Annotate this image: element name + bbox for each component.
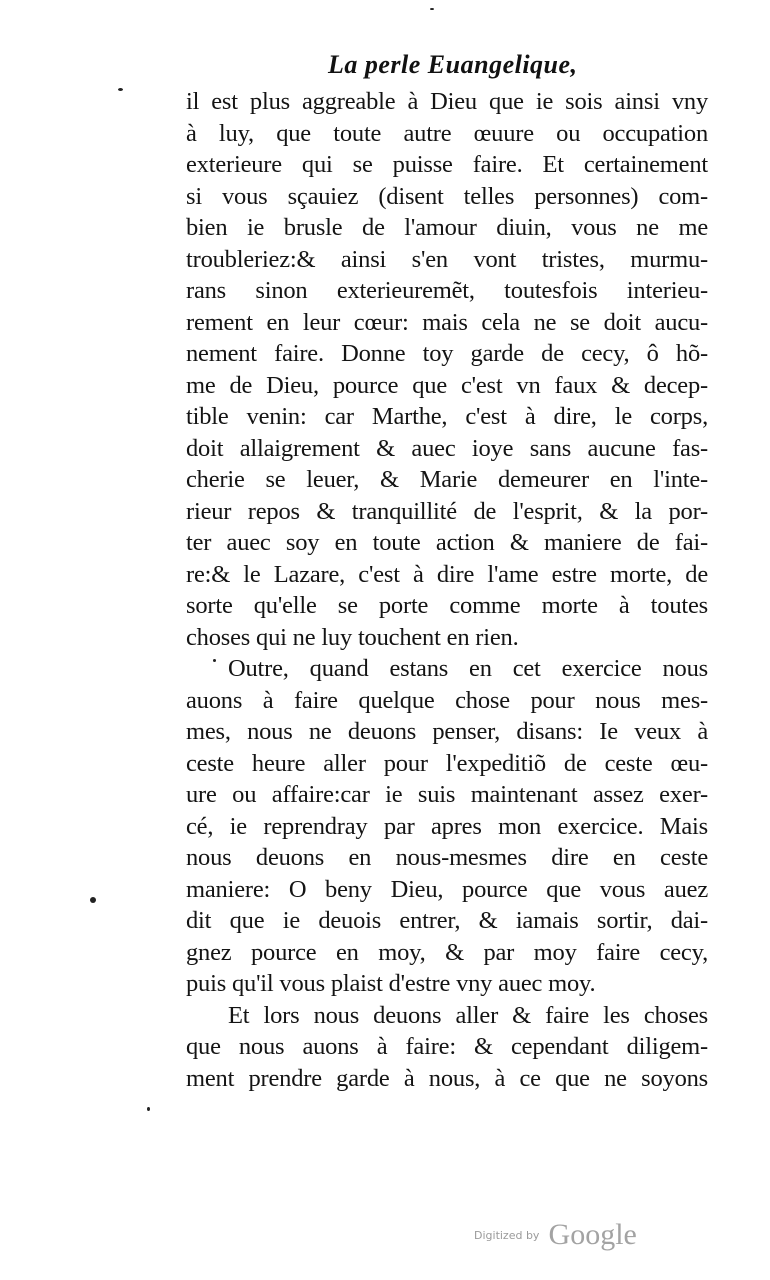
text-line: ure ou affaire:car ie suis maintenant assez exer- <box>186 781 708 808</box>
text-line: rement en leur cœur: mais cela ne se doit aucu- <box>186 308 708 336</box>
body-text <box>186 86 708 1094</box>
google-logo: Google <box>548 1218 637 1251</box>
text-line: rans sinon exterieuremẽt, toutesfois interieu- <box>186 277 708 304</box>
text-line: ment prendre garde à nous, à ce que ne soyons <box>186 1064 708 1092</box>
digitized-by-label: Digitized by <box>474 1228 540 1242</box>
text-line: exterieure qui se puisse faire. Et certainement <box>186 151 708 178</box>
scan-speck <box>90 897 96 903</box>
text-line: à luy, que toute autre œuure ou occupation <box>186 119 708 147</box>
text-line: si vous sçauiez (disent telles personnes) com- <box>186 182 708 210</box>
text-line: ceste heure aller pour l'expeditiõ de ceste œu- <box>186 749 708 777</box>
text-line: nous deuons en nous-mesmes dire en ceste <box>186 844 708 871</box>
text-line: que nous auons à faire: & cependant diligem- <box>186 1033 708 1060</box>
text-line: cé, ie reprendray par apres mon exercice. Mais <box>186 812 708 840</box>
text-line: re:& le Lazare, c'est à dire l'ame estre morte, de <box>186 560 708 588</box>
scan-speck <box>430 8 434 10</box>
text-line: rieur repos & tranquillité de l'esprit, & la por- <box>186 497 708 525</box>
text-line: sorte qu'elle se porte comme morte à toutes <box>186 592 708 619</box>
scan-speck <box>213 659 216 662</box>
scan-speck <box>118 88 123 91</box>
text-line: ter auec soy en toute action & maniere de fai- <box>186 529 708 556</box>
text-line: Et lors nous deuons aller & faire les choses <box>228 1001 708 1029</box>
text-line: troubleriez:& ainsi s'en vont tristes, murmu- <box>186 245 708 273</box>
text-line: nement faire. Donne toy garde de cecy, ô hõ- <box>186 340 708 367</box>
text-line: mes, nous ne deuons penser, disans: Ie veux à <box>186 718 708 745</box>
text-line: tible venin: car Marthe, c'est à dire, le corps, <box>186 403 708 430</box>
text-line: Outre, quand estans en cet exercice nous <box>228 655 708 682</box>
text-line: maniere: O beny Dieu, pource que vous auez <box>186 875 708 903</box>
text-line: auons à faire quelque chose pour nous mes- <box>186 686 708 714</box>
text-line: puis qu'il vous plaist d'estre vny auec moy. <box>186 970 596 997</box>
running-title: La perle Euangelique, <box>328 50 578 79</box>
text-line: bien ie brusle de l'amour diuin, vous ne me <box>186 214 708 241</box>
text-line: doit allaigrement & auec ioye sans aucune fas- <box>186 434 708 462</box>
text-line: choses qui ne luy touchent en rien. <box>186 623 519 651</box>
text-line: cherie se leuer, & Marie demeurer en l'inte- <box>186 466 708 493</box>
text-line: gnez pource en moy, & par moy faire cecy, <box>186 938 708 966</box>
text-line: me de Dieu, pource que c'est vn faux & decep- <box>186 371 708 399</box>
scan-speck <box>147 1107 150 1111</box>
text-line: dit que ie deuois entrer, & iamais sortir, dai- <box>186 907 708 934</box>
digitization-watermark <box>474 1218 637 1252</box>
text-line: il est plus aggreable à Dieu que ie sois ainsi vny <box>186 88 708 115</box>
